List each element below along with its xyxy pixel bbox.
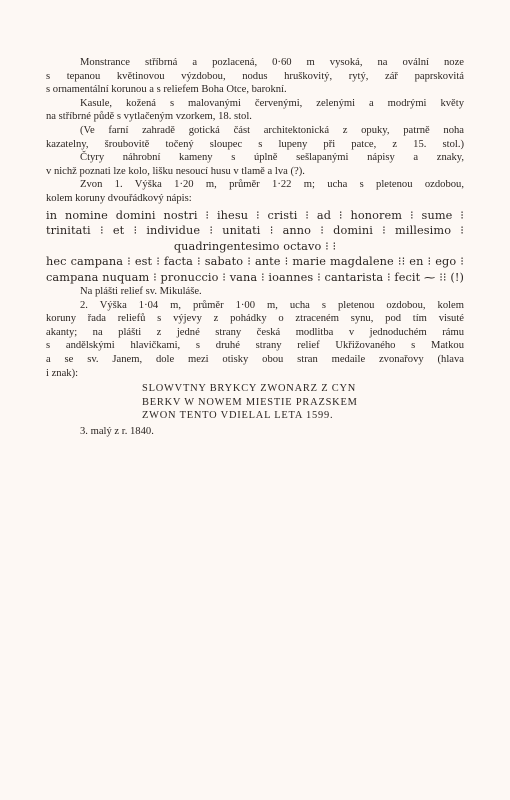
text-line: v nichž poznati lze kolo, lišku nesoucí husu v tlamě a lva (?).	[46, 165, 305, 177]
text-line: na stříbrné půdě s vytlačeným vzorkem, 18. stol.	[46, 111, 252, 123]
text-line: (Ve farní zahradě gotická část architektonická z opuky, patrně noha	[80, 124, 464, 136]
gothic-line: in nomine domini nostri ⁝ ihesu ⁝ cristi ⁝ ad ⁝ honorem ⁝ sume ⁝	[46, 208, 464, 222]
gothic-inscription-1	[46, 208, 464, 255]
text-line: s ornamentální korunou a s reliefem Boha Otce, barokní.	[46, 84, 287, 96]
paragraph-kasule	[46, 97, 464, 124]
paragraph-monstrance	[46, 56, 464, 97]
text-line: akanty; na plášti z jedné strany česká modlitba v jednoduchém rámu	[46, 326, 464, 338]
paragraph-relief: Na plášti relief sv. Mikuláše.	[80, 286, 202, 298]
paragraph-zvon-2	[46, 299, 464, 381]
gothic-line: quadringentesimo octavo ⁝ ⁝	[173, 239, 337, 253]
text-line: a se sv. Janem, dole mezi otisky obou stran medaile zvonařovy (hlava	[46, 354, 464, 365]
paragraph-zvon-1	[46, 178, 464, 205]
inscription-line: ZWON TENTO VDIELAL LETA 1599.	[142, 410, 334, 422]
text-line: kazatelny, šroubovitě točený sloupec s lupeny při patce, z 15. stol.)	[46, 138, 464, 150]
text-line: kolem koruny dvouřádkový nápis:	[46, 192, 192, 204]
text-line: s tepanou květinovou výzdobou, nodus hruškovitý, rytý, zář paprskovitá	[46, 70, 464, 82]
inscription-line: SLOWVTNY BRYKCY ZWONARZ Z CYN	[142, 383, 357, 395]
text-line: i znak):	[46, 367, 79, 379]
paragraph-kameny	[46, 151, 464, 178]
text-line: Monstrance stříbrná a pozlacená, 0·60 m vysoká, na ovální noze	[80, 57, 464, 68]
text-line: koruny řada reliefů s výjevy z pohádky o ztraceném synu, pod tím visuté	[46, 313, 464, 325]
text-line: s andělskými hlavičkami, s druhé strany relief Ukřižovaného s Matkou	[46, 340, 464, 352]
text-line: Kasule, kožená s malovanými červenými, zelenými a modrými květy	[80, 97, 464, 109]
gothic-line: trinitati ⁝ et ⁝ individue ⁝ unitati ⁝ anno ⁝ domini ⁝ millesimo ⁝	[46, 224, 464, 238]
text-body	[46, 56, 464, 439]
inscription-line: BERKV W NOWEM MIESTIE PRAZSKEM	[142, 396, 358, 408]
paragraph-zahrada	[46, 124, 464, 151]
text-line: 2. Výška 1·04 m, průměr 1·00 m, ucha s pletenou ozdobou, kolem	[80, 299, 464, 311]
gothic-line: campana nuquam ⁝ pronuccio ⁝ vana ⁝ ioannes ⁝ cantarista ⁝ fecit ⁓ ⁝⁝ (!)	[46, 270, 464, 284]
gothic-line: hec campana ⁝ est ⁝ facta ⁝ sabato ⁝ ante ⁝ marie magdalene ⁝⁝ en ⁝ ego ⁝	[46, 255, 464, 269]
text-line: Čtyry náhrobní kameny s úplně sešlapanými nápisy a znaky,	[80, 152, 464, 164]
gothic-inscription-2	[46, 254, 464, 285]
bell-inscription	[142, 382, 464, 423]
text-line: Zvon 1. Výška 1·20 m, průměr 1·22 m; ucha s pletenou ozdobou,	[80, 179, 464, 191]
paragraph-zvon-3: 3. malý z r. 1840.	[80, 425, 154, 437]
